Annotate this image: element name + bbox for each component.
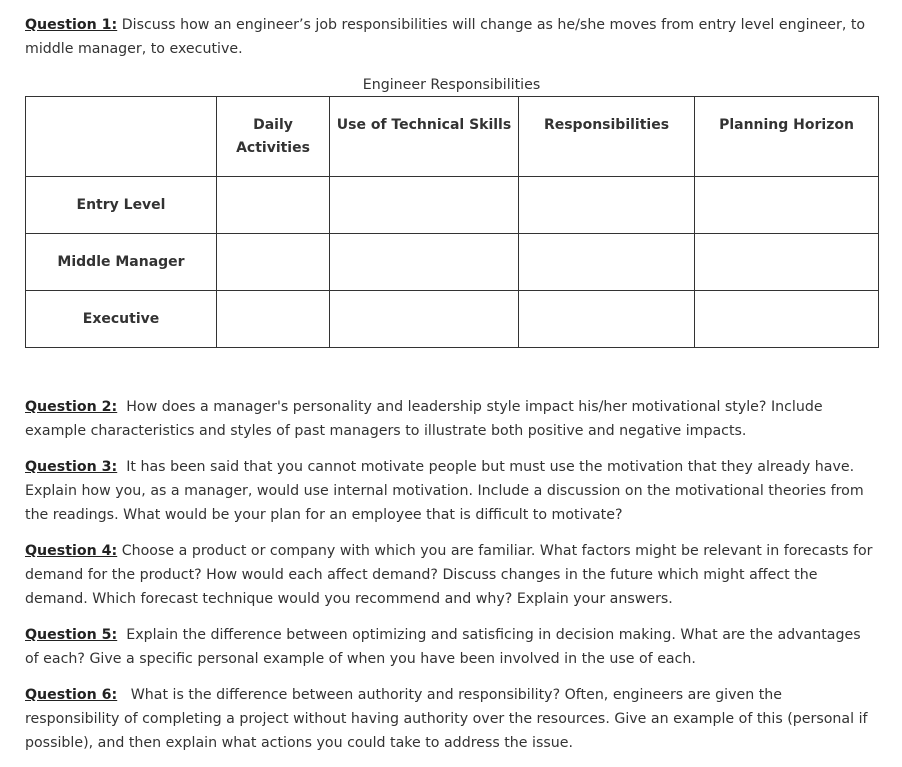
table-cell [217, 234, 330, 291]
table-corner-cell [26, 97, 217, 177]
table-cell [217, 291, 330, 348]
table-row [26, 234, 879, 291]
question-6-text: What is the difference between authority and responsibility? Often, engineers are given the responsibility of completing a project without having authority over the resources. Give an example of this (personal if possible), and then explain what actions you could take to address the issue. [25, 687, 873, 751]
column-header-technical-skills [330, 97, 519, 177]
table-cell [695, 291, 879, 348]
question-6-label: Question 6: [25, 687, 118, 703]
column-header-label: Daily Activities [236, 117, 310, 156]
table-header-row [26, 97, 879, 177]
table-cell [330, 234, 519, 291]
row-label-middle-manager: Middle Manager [26, 234, 217, 291]
table-cell [695, 177, 879, 234]
responsibilities-table [25, 96, 879, 348]
question-3-label: Question 3: [25, 459, 118, 475]
column-header-daily-activities [217, 97, 330, 177]
question-2-text: How does a manager's personality and leadership style impact his/her motivational style? Include example characteristics and styles of past managers to illustrate both positive and negative impacts. [25, 399, 828, 439]
question-3-text: It has been said that you cannot motivate people but must use the motivation that they already have. Explain how you, as a manager, would use internal motivation. Include a discussion on the motivational theories from the readings. What would be your plan for an employee that is difficult to motivate? [25, 459, 869, 523]
table-cell [519, 177, 695, 234]
column-header-responsibilities [519, 97, 695, 177]
question-1-text: Discuss how an engineer’s job responsibilities will change as he/she moves from entry level engineer, to middle manager, to executive. [25, 17, 870, 57]
question-3 [25, 455, 875, 527]
table-row [26, 177, 879, 234]
row-label-entry-level: Entry Level [26, 177, 217, 234]
column-header-label: Responsibilities [543, 117, 670, 133]
questions-list [25, 395, 878, 767]
table-cell [330, 177, 519, 234]
question-4-text: Choose a product or company with which you are familiar. What factors might be relevant in forecasts for demand for the product? How would each affect demand? Discuss changes in the future which might affect the demand. Which forecast technique would you recommend and why? Explain your answers. [25, 543, 878, 607]
table-row [26, 291, 879, 348]
question-2 [25, 395, 875, 443]
table-cell [519, 234, 695, 291]
question-5-label: Question 5: [25, 627, 118, 643]
table-cell [217, 177, 330, 234]
table-cell [519, 291, 695, 348]
question-1-label: Question 1: [25, 17, 118, 33]
question-5-text: Explain the difference between optimizing and satisficing in decision making. What are the advantages of each? Give a specific personal example of when you have been involved in the use of each. [25, 627, 866, 667]
question-4-label: Question 4: [25, 543, 118, 559]
table-caption: Engineer Responsibilities [362, 77, 541, 93]
question-1 [25, 13, 875, 61]
question-4 [25, 539, 878, 611]
table-cell [330, 291, 519, 348]
question-5 [25, 623, 875, 671]
row-label-executive: Executive [26, 291, 217, 348]
column-header-label: Use of Technical Skills [336, 117, 512, 133]
column-header-label: Planning Horizon [719, 117, 854, 133]
question-6 [25, 683, 875, 755]
table-cell [695, 234, 879, 291]
column-header-planning-horizon [695, 97, 879, 177]
question-2-label: Question 2: [25, 399, 118, 415]
